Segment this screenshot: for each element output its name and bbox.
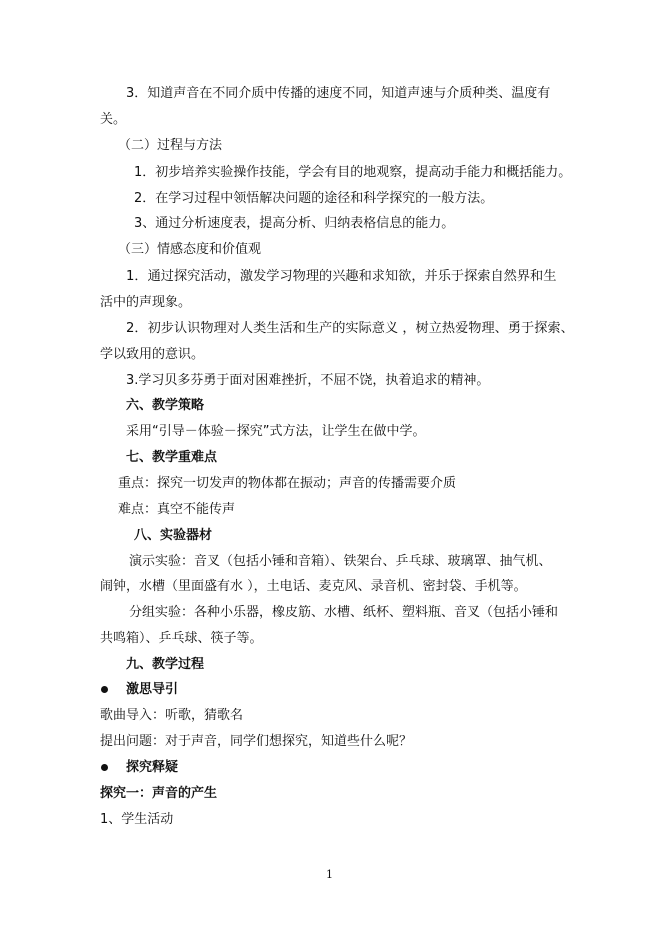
- emotion-item-1-line-2: 活中的声现象。: [100, 295, 192, 310]
- question-prompt: 提出问题：对于声音，同学们想探究，知道些什么呢？: [100, 734, 413, 749]
- bullet-heading-intro: 激思导引: [126, 682, 179, 697]
- section-emotion-values: （三）情感态度和价值观: [118, 242, 262, 257]
- emotion-item-2-line-1: 2．初步认识物理对人类生活和生产的实际意义 ，树立热爱物理、勇于探索、: [126, 321, 574, 336]
- difficult-point: 难点：真空不能传声: [118, 502, 236, 517]
- bullet-icon: [101, 764, 108, 771]
- key-point: 重点：探究一切发声的物体都在振动；声音的传播需要介质: [118, 476, 457, 491]
- demo-equipment-line-1: 演示实验：音叉（包括小锤和音箱）、铁架台、乒乓球、玻璃罩、抽气机、: [129, 554, 552, 569]
- bullet-heading-explore: 探究释疑: [126, 760, 179, 775]
- explore-one-heading: 探究一：声音的产生: [100, 786, 218, 801]
- heading-equipment: 八、实验器材: [134, 528, 213, 543]
- emotion-item-1-line-1: 1．通过探究活动，激发学习物理的兴趣和求知欲，并乐于探索自然界和生: [126, 269, 557, 284]
- group-equipment-line-2: 共鸣箱）、乒乓球、筷子等。: [100, 631, 263, 646]
- objective-3-line-1: 3．知道声音在不同介质中传播的速度不同，知道声速与介质种类、温度有: [126, 86, 551, 101]
- emotion-item-2-line-2: 学以致用的意识。: [100, 347, 205, 362]
- objective-3-line-2: 关。: [100, 112, 127, 127]
- page-number: 1: [326, 868, 333, 881]
- heading-teaching-strategy: 六、教学策略: [126, 398, 205, 413]
- process-item-2: 2．在学习过程中领悟解决问题的途径和科学探究的一般方法。: [134, 191, 494, 206]
- heading-teaching-process: 九、教学过程: [126, 657, 205, 672]
- bullet-icon: [101, 686, 108, 693]
- group-equipment-line-1: 分组实验：各种小乐器，橡皮筋、水槽、纸杯、塑料瓶、音叉（包括小锤和: [129, 605, 559, 620]
- heading-key-points: 七、教学重难点: [126, 450, 218, 465]
- process-item-3: 3、通过分析速度表，提高分析、归纳表格信息的能力。: [134, 216, 455, 231]
- song-intro: 歌曲导入：听歌，猜歌名: [100, 708, 244, 723]
- demo-equipment-line-2: 闹钟，水槽（里面盛有水 ），土电话、麦克风、录音机、密封袋、手机等。: [100, 579, 527, 594]
- process-item-1: 1．初步培养实验操作技能，学会有目的地观察，提高动手能力和概括能力。: [134, 165, 572, 180]
- section-process-methods: （二）过程与方法: [118, 138, 223, 153]
- emotion-item-3: 3.学习贝多芬勇于面对困难挫折，不屈不饶，执着追求的精神。: [126, 373, 490, 388]
- student-activity: 1、学生活动: [100, 812, 174, 827]
- strategy-text: 采用“引导－体验－探究”式方法，让学生在做中学。: [126, 424, 426, 439]
